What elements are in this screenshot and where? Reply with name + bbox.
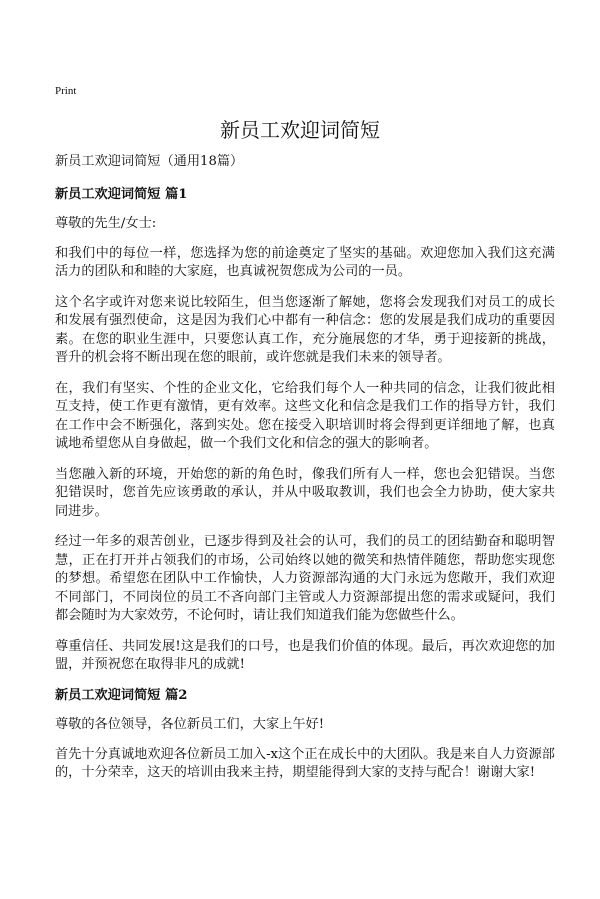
page-title: 新员工欢迎词简短 xyxy=(220,118,380,142)
paragraph: 在，我们有坚实、个性的企业文化，它给我们每个人一种共同的信念，让我们彼此相互支持，使工作更有激情，更有效率。这些文化和信念是我们工作的指导方针，我们在工作中会不断强化，落到实处。您在接受入职培训时将会得到更详细地了解，也真诚地希望您从自身做起，做一个我们文化和信念的强大的影响者。 xyxy=(55,380,555,451)
document-body xyxy=(55,153,555,795)
paragraph: 尊重信任、共同发展!这是我们的口号，也是我们价值的体现。最后，再次欢迎您的加盟，并预祝您在取得非凡的成就! xyxy=(55,638,555,672)
document-subtitle: 新员工欢迎词简短（通用18篇） xyxy=(55,154,244,169)
print-label: Print xyxy=(55,85,77,97)
paragraph: 当您融入新的环境，开始您的新的角色时，像我们所有人一样，您也会犯错误。当您犯错误时，您首先应该勇敢的承认，并从中吸取教训，我们也会全力协助，使大家共同进步。 xyxy=(55,466,555,519)
paragraph: 经过一年多的艰苦创业，已逐步得到及社会的认可，我们的员工的团结勤奋和聪明智慧，正在打开并占领我们的市场，公司始终以她的微笑和热情伴随您，帮助您实现您的梦想。希望您在团队中工作愉快，人力资源部沟通的大门永远为您敞开，我们欢迎不同部门，不同岗位的员工不吝向部门主管或人力资源部提出您的需求或疑问，我们都会随时为大家效劳，不论何时，请让我们知道我们能为您做些什么。 xyxy=(55,534,555,623)
section-heading-1: 新员工欢迎词简短 篇1 xyxy=(55,186,188,202)
paragraph: 和我们中的每位一样，您选择为您的前途奠定了坚实的基础。欢迎您加入我们这充满活力的团队和和睦的大家庭，也真诚祝贺您成为公司的一员。 xyxy=(55,245,555,279)
greeting-2: 尊敬的各位领导，各位新员工们，大家上午好! xyxy=(55,717,325,732)
paragraph: 这个名字或许对您来说比较陌生，但当您逐渐了解她，您将会发现我们对员工的成长和发展有强烈使命，这是因为我们心中都有一种信念：您的发展是我们成功的重要因素。在您的职业生涯中，只要您认真工作，充分施展您的才华，勇于迎接新的挑战，晋升的机会将不断出现在您的眼前，或许您就是我们未来的领导者。 xyxy=(55,294,555,365)
greeting-1: 尊敬的先生/女士: xyxy=(55,216,157,231)
section-heading-2: 新员工欢迎词简短 篇2 xyxy=(55,687,188,703)
paragraph: 首先十分真诚地欢迎各位新员工加入-x这个正在成长中的大团队。我是来自人力资源部的，十分荣幸，这天的培训由我来主持，期望能得到大家的支持与配合！谢谢大家! xyxy=(55,746,555,780)
